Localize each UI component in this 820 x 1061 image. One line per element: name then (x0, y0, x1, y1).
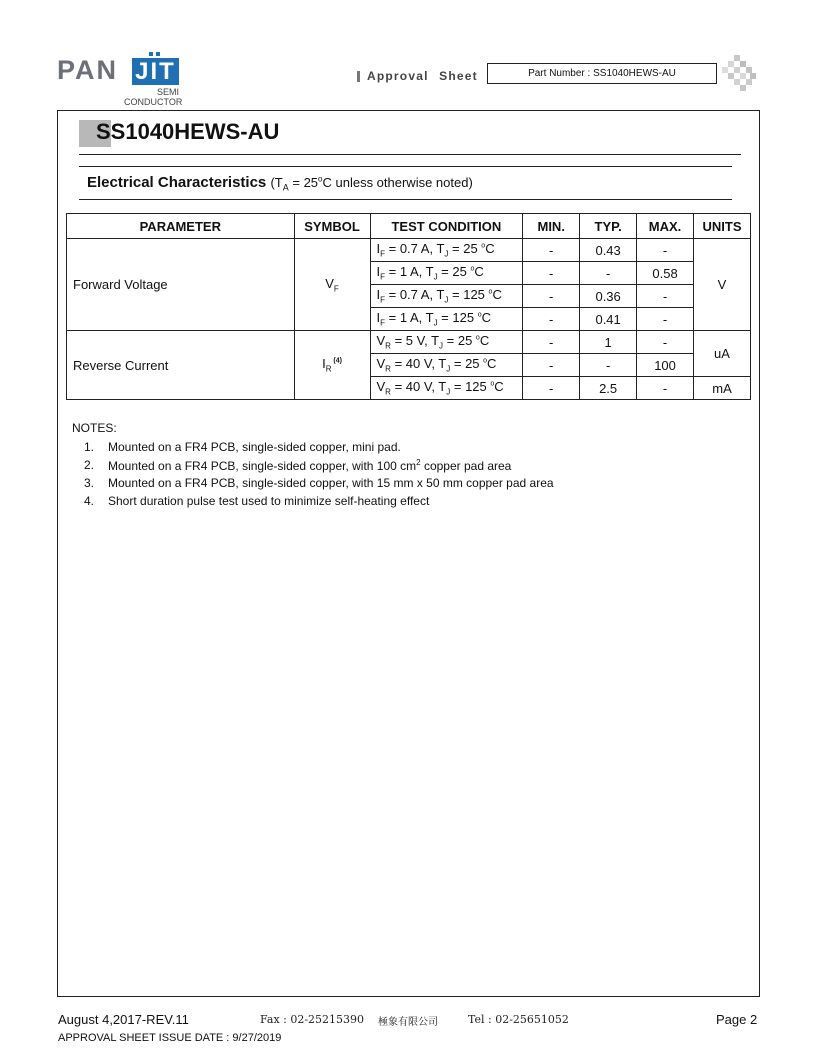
header-max: MAX. (637, 214, 694, 239)
header-test-condition: TEST CONDITION (370, 214, 523, 239)
min-value: - (523, 354, 580, 377)
test-condition: $I_F = 0.7$ A, $T_J = 25$ $^o$C (370, 239, 523, 262)
max-value: 100 (637, 354, 694, 377)
table-row (67, 239, 751, 262)
header-typ: TYP. (580, 214, 637, 239)
section-heading-text: Electrical Characteristics (87, 174, 267, 191)
typ-value: 0.43 (580, 239, 637, 262)
unit-volts: V (694, 239, 751, 331)
min-value: - (523, 285, 580, 308)
min-value: - (523, 239, 580, 262)
min-value: - (523, 308, 580, 331)
symbol-ir: $I_R$ $^{(4)}$ (294, 331, 370, 400)
list-item: 4. Short duration pulse test used to minimize self-heating effect (84, 494, 430, 508)
approval-marker (357, 71, 360, 82)
parameter-reverse-current: Reverse Current (67, 331, 295, 400)
parameter-forward-voltage: Forward Voltage (67, 239, 295, 331)
part-number-box: Part Number : SS1040HEWS-AU (487, 63, 717, 84)
notes-list (72, 440, 554, 512)
typ-value: - (580, 354, 637, 377)
decorative-checker-pattern (722, 55, 756, 91)
test-condition: $I_F = 1$ A, $T_J = 125$ $^o$C (370, 308, 523, 331)
max-value: - (637, 308, 694, 331)
typ-value: 0.41 (580, 308, 637, 331)
test-condition: $V_R = 5$ V, $T_J = 25$ $^o$C (370, 331, 523, 354)
footer-tel: Tel : 02-25651052 (468, 1013, 569, 1026)
min-value: - (523, 331, 580, 354)
max-value: - (637, 331, 694, 354)
unit-microamps: uA (694, 331, 751, 377)
footer-page-number: Page 2 (716, 1012, 758, 1027)
footer-issue-date: APPROVAL SHEET ISSUE DATE : 9/27/2019 (58, 1032, 282, 1044)
table-header-row (67, 214, 751, 239)
part-title: SS1040HEWS-AU (96, 119, 280, 144)
table-row (67, 331, 751, 354)
max-value: - (637, 285, 694, 308)
footer-fax: Fax : 02-25215390 (260, 1013, 365, 1026)
list-item: 3. Mounted on a FR4 PCB, single-sided copper, with 15 mm x 50 mm copper pad area (84, 476, 554, 490)
logo-subtitle-conductor: CONDUCTOR (124, 97, 183, 107)
test-condition: $I_F = 0.7$ A, $T_J = 125$ $^o$C (370, 285, 523, 308)
max-value: 0.58 (637, 262, 694, 285)
section-condition: ($T_A = 25^oC$ unless otherwise noted) (270, 174, 473, 193)
section-divider-bottom (79, 199, 732, 200)
electrical-characteristics-table (66, 213, 751, 400)
notes-section (72, 421, 554, 512)
logo-text-main: PAN (57, 55, 119, 85)
list-item: 2. Mounted on a FR4 PCB, single-sided copper, with 100 $cm^2$ copper pad area (84, 458, 512, 473)
footer-date-revision: August 4,2017-REV.11 (58, 1012, 189, 1027)
document-type: Approval Sheet (367, 69, 478, 83)
test-condition: $V_R = 40$ V, $T_J = 25$ $^o$C (370, 354, 523, 377)
title-divider (79, 154, 741, 155)
header-min: MIN. (523, 214, 580, 239)
header-parameter: PARAMETER (67, 214, 295, 239)
symbol-vf: $V_F$ (294, 239, 370, 331)
max-value: - (637, 377, 694, 400)
typ-value: 2.5 (580, 377, 637, 400)
header-symbol: SYMBOL (294, 214, 370, 239)
min-value: - (523, 262, 580, 285)
max-value: - (637, 239, 694, 262)
unit-milliamps: mA (694, 377, 751, 400)
section-divider-top (79, 166, 732, 167)
note-reference: (4) (331, 357, 342, 365)
test-condition: $V_R = 40$ V, $T_J = 125$ $^o$C (370, 377, 523, 400)
notes-title: NOTES: (72, 421, 117, 435)
logo-text-accent: JIT (132, 58, 179, 85)
typ-value: - (580, 262, 637, 285)
panjit-logo (57, 55, 182, 110)
header-units: UNITS (694, 214, 751, 239)
typ-value: 0.36 (580, 285, 637, 308)
min-value: - (523, 377, 580, 400)
footer-company: 極象有限公司 (378, 1017, 438, 1028)
typ-value: 1 (580, 331, 637, 354)
test-condition: $I_F = 1$ A, $T_J = 25$ $^o$C (370, 262, 523, 285)
logo-subtitle-semi: SEMI (156, 87, 179, 97)
section-heading (87, 174, 473, 193)
list-item: 1. Mounted on a FR4 PCB, single-sided copper, mini pad. (84, 440, 401, 454)
